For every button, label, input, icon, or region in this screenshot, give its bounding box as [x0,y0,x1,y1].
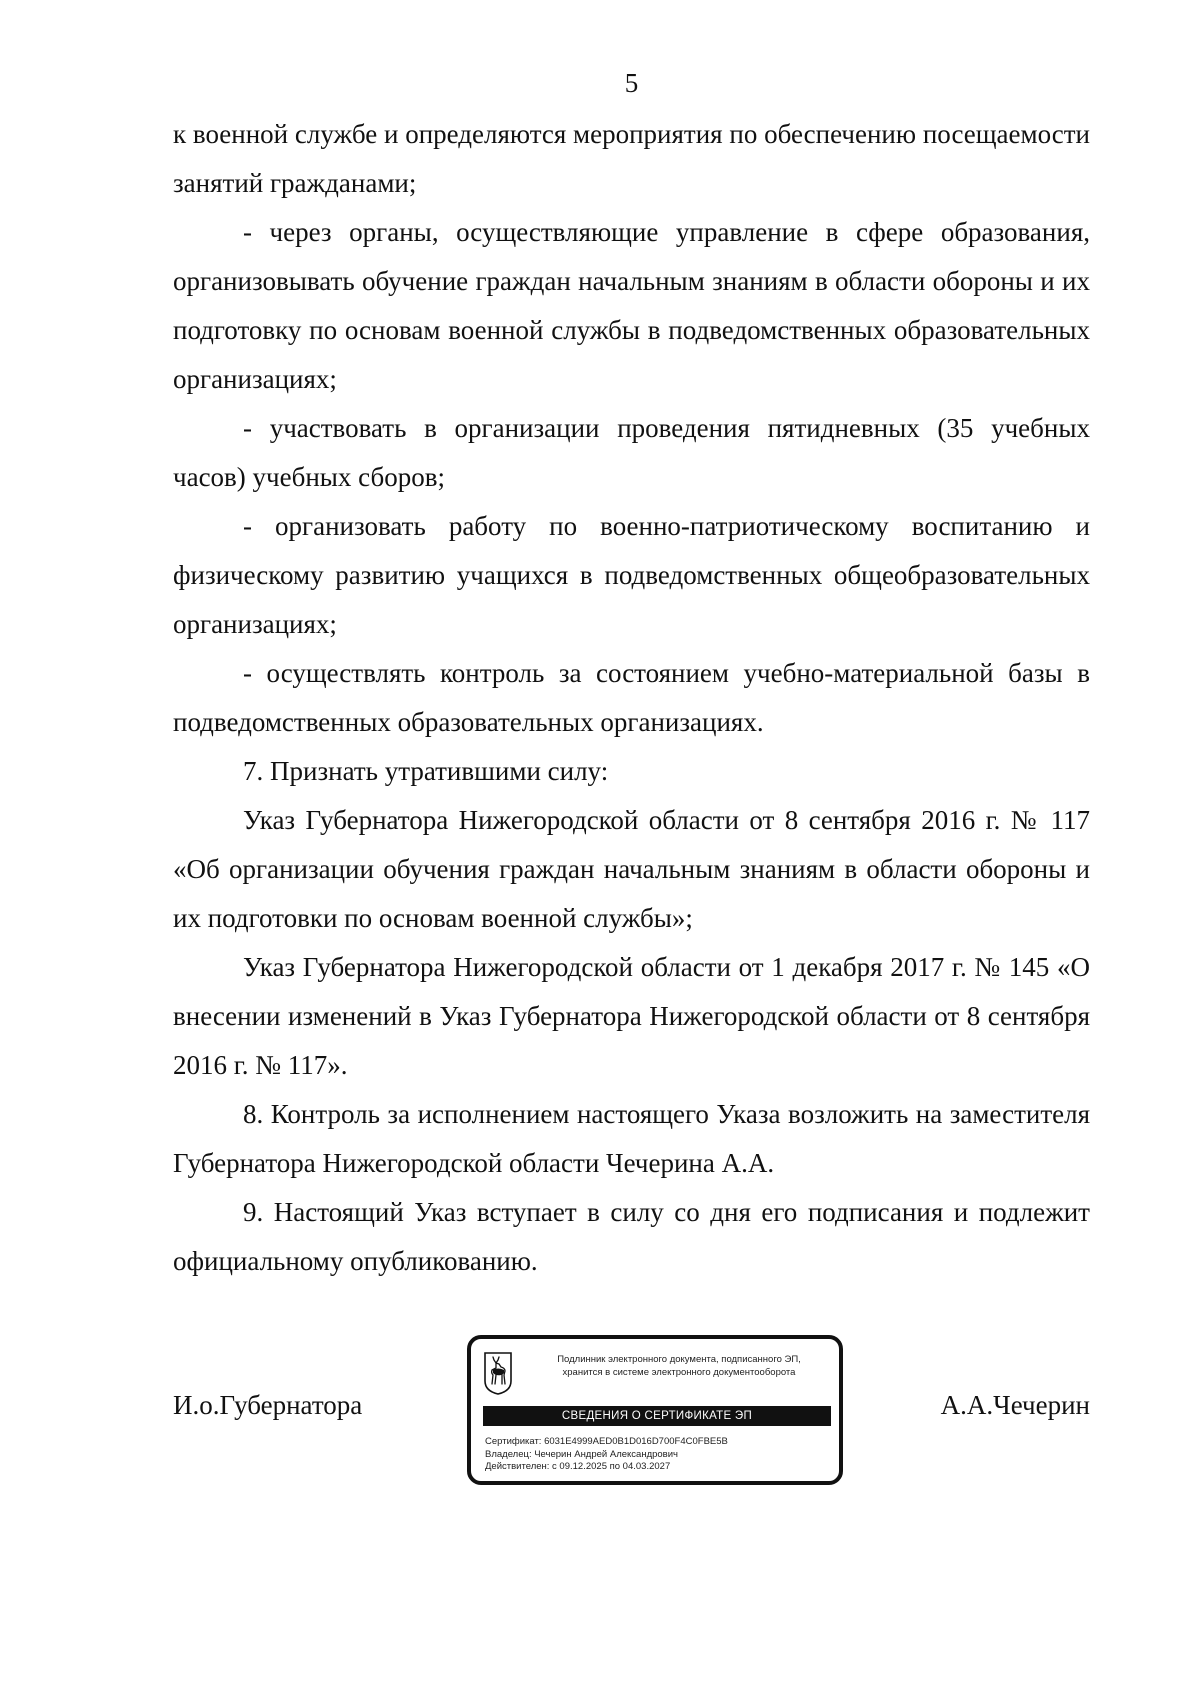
paragraph: 8. Контроль за исполнением настоящего Указа возложить на заместителя Губернатора Нижегородской области Чечерина А.А. [173,1099,1090,1178]
stamp-certificate-info [485,1436,728,1474]
signatory-name: А.А.Чечерин [940,1390,1090,1420]
document-body [173,110,1090,1286]
stamp-owner: Владелец: Чечерин Андрей Александрович [485,1448,678,1460]
stamp-header [521,1353,837,1379]
deer-coat-of-arms-icon [483,1351,513,1395]
paragraph: Указ Губернатора Нижегородской области от 1 декабря 2017 г. № 145 «О внесении изменений в Указ Губернатора Нижегородской области от 8 сентября 2016 г. № 117». [173,952,1090,1080]
paragraph: - осуществлять контроль за состоянием учебно-материальной базы в подведомственных образовательных организациях. [173,658,1090,737]
paragraph: 9. Настоящий Указ вступает в силу со дня его подписания и подлежит официальному опубликованию. [173,1197,1090,1276]
paragraph: 7. Признать утратившими силу: [243,756,609,786]
paragraph: - участвовать в организации проведения пятидневных (35 учебных часов) учебных сборов; [173,413,1090,492]
paragraph: - через органы, осуществляющие управление в сфере образования, организовывать обучение граждан начальным знаниям в области обороны и их подготовку по основам военной службы в подведомственных образовательных организациях; [173,217,1090,394]
page-number: 5 [624,68,639,98]
stamp-header-line: хранится в системе электронного документооборота [562,1367,796,1378]
stamp-title-bar: СВЕДЕНИЯ О СЕРТИФИКАТЕ ЭП [483,1406,831,1426]
paragraph: к военной службе и определяются мероприятия по обеспечению посещаемости занятий гражданами; [173,119,1090,198]
paragraph: - организовать работу по военно-патриотическому воспитанию и физическому развитию учащихся в подведомственных общеобразовательных организациях; [173,511,1090,639]
paragraph: Указ Губернатора Нижегородской области от 8 сентября 2016 г. № 117 «Об организации обучения граждан начальным знаниям в области обороны и их подготовки по основам военной службы»; [173,805,1090,933]
stamp-certificate: Сертификат: 6031E4999AED0B1D016D700F4C0FBE5B [485,1436,728,1447]
signature-block [173,1335,1090,1495]
stamp-validity: Действителен: с 09.12.2025 по 04.03.2027 [485,1461,671,1472]
signatory-position: И.о.Губернатора [173,1390,363,1420]
stamp-header-line: Подлинник электронного документа, подписанного ЭП, [557,1354,801,1365]
electronic-signature-stamp [467,1335,843,1485]
